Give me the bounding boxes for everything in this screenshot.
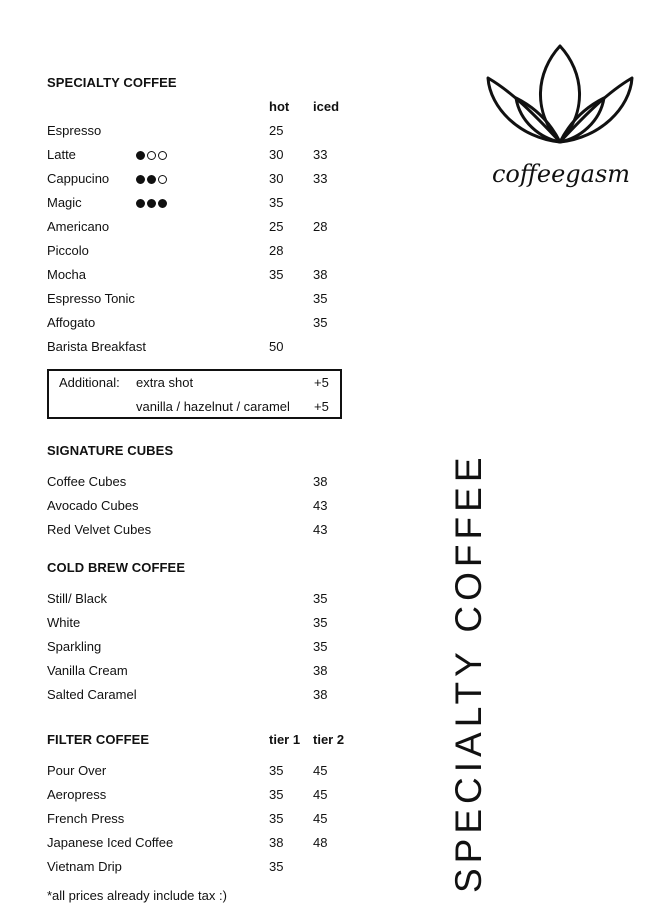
- item-name: Espresso Tonic: [47, 291, 135, 306]
- item-name: White: [47, 615, 81, 630]
- menu-row: [47, 614, 367, 632]
- section-heading-specialty: SPECIALTY COFFEE: [47, 75, 177, 90]
- item-name: Cappucino: [47, 171, 110, 186]
- section-heading-cubes: SIGNATURE CUBES: [47, 443, 174, 458]
- menu-row: [47, 314, 367, 332]
- item-name: Coffee Cubes: [47, 474, 127, 489]
- item-name: Avocado Cubes: [47, 498, 139, 513]
- brand-logo: [484, 42, 638, 212]
- item-name: Piccolo: [47, 243, 89, 258]
- item-name: Americano: [47, 219, 110, 234]
- item-name: Vanilla Cream: [47, 663, 128, 678]
- menu-row: [47, 218, 367, 236]
- menu-row: [47, 242, 367, 260]
- price-col1: 25: [269, 123, 284, 138]
- item-name: Pour Over: [47, 763, 107, 778]
- tax-footnote: *all prices already include tax :): [47, 888, 227, 903]
- filled-dot-icon: [147, 199, 156, 208]
- price-col1: 38: [269, 835, 284, 850]
- item-name: French Press: [47, 811, 125, 826]
- additional-label: Additional:: [59, 375, 120, 390]
- filled-dot-icon: [158, 199, 167, 208]
- price-col2: 38: [313, 687, 328, 702]
- column-header-hot: hot: [269, 99, 290, 114]
- strength-indicator: [136, 146, 167, 164]
- empty-dot-icon: [158, 175, 167, 184]
- item-name: Sparkling: [47, 639, 102, 654]
- item-name: Affogato: [47, 315, 96, 330]
- filled-dot-icon: [147, 175, 156, 184]
- item-name: Espresso: [47, 123, 102, 138]
- price-col2: 45: [313, 811, 328, 826]
- menu-row: [47, 762, 367, 780]
- column-header-tier2: tier 2: [313, 732, 345, 747]
- side-title: SPECIALTY COFFEE: [448, 452, 489, 893]
- price-col1: 30: [269, 147, 284, 162]
- price-col1: 30: [269, 171, 284, 186]
- strength-indicator: [136, 194, 167, 212]
- price-col1: 25: [269, 219, 284, 234]
- filled-dot-icon: [136, 151, 145, 160]
- menu-row: [47, 338, 367, 356]
- price-col1: 35: [269, 267, 284, 282]
- menu-row: [47, 194, 367, 212]
- price-col2: 43: [313, 522, 328, 537]
- item-name: Barista Breakfast: [47, 339, 146, 354]
- item-name: Vietnam Drip: [47, 859, 122, 874]
- price-col2: 45: [313, 763, 328, 778]
- menu-row: [47, 266, 367, 284]
- price-col2: 35: [313, 615, 328, 630]
- price-col2: 35: [313, 639, 328, 654]
- additional-price: +5: [314, 375, 329, 390]
- price-col2: 33: [313, 171, 328, 186]
- empty-dot-icon: [158, 151, 167, 160]
- additional-item: extra shot: [136, 375, 194, 390]
- leaf-icon: [484, 42, 638, 212]
- logo-text: coffeegasm: [491, 160, 631, 188]
- additional-item: vanilla / hazelnut / caramel: [136, 399, 290, 414]
- menu-row: [47, 810, 367, 828]
- menu-row: [47, 497, 367, 515]
- item-name: Mocha: [47, 267, 87, 282]
- menu-row: [47, 662, 367, 680]
- price-col2: 38: [313, 663, 328, 678]
- price-col1: 35: [269, 787, 284, 802]
- empty-dot-icon: [147, 151, 156, 160]
- price-col1: 28: [269, 243, 284, 258]
- column-header-iced: iced: [313, 99, 340, 114]
- menu-row: [47, 858, 367, 876]
- price-col2: 48: [313, 835, 328, 850]
- price-col2: 35: [313, 291, 328, 306]
- item-name: Aeropress: [47, 787, 107, 802]
- price-col1: 35: [269, 763, 284, 778]
- menu-row: [47, 146, 367, 164]
- item-name: Magic: [47, 195, 82, 210]
- menu-row: [47, 122, 367, 140]
- additional-price: +5: [314, 399, 329, 414]
- menu-row: [47, 521, 367, 539]
- item-name: Red Velvet Cubes: [47, 522, 152, 537]
- menu-row: [47, 590, 367, 608]
- menu-row: [47, 686, 367, 704]
- additional-box: [47, 369, 342, 419]
- price-col2: 33: [313, 147, 328, 162]
- menu-row: [47, 786, 367, 804]
- section-heading-filter: FILTER COFFEE: [47, 732, 150, 747]
- price-col1: 50: [269, 339, 284, 354]
- price-col1: 35: [269, 859, 284, 874]
- section-heading-coldbrew: COLD BREW COFFEE: [47, 560, 186, 575]
- menu-row: [47, 290, 367, 308]
- menu-row: [47, 638, 367, 656]
- filled-dot-icon: [136, 175, 145, 184]
- price-col1: 35: [269, 195, 284, 210]
- item-name: Still/ Black: [47, 591, 107, 606]
- price-col2: 38: [313, 267, 328, 282]
- menu-row: [47, 834, 367, 852]
- price-col2: 35: [313, 315, 328, 330]
- price-col2: 38: [313, 474, 328, 489]
- item-name: Latte: [47, 147, 76, 162]
- strength-indicator: [136, 170, 167, 188]
- price-col2: 45: [313, 787, 328, 802]
- price-col2: 28: [313, 219, 328, 234]
- menu-row: [47, 473, 367, 491]
- price-col2: 43: [313, 498, 328, 513]
- menu-row: [47, 170, 367, 188]
- price-col1: 35: [269, 811, 284, 826]
- filled-dot-icon: [136, 199, 145, 208]
- price-col2: 35: [313, 591, 328, 606]
- column-header-tier1: tier 1: [269, 732, 301, 747]
- item-name: Japanese Iced Coffee: [47, 835, 174, 850]
- item-name: Salted Caramel: [47, 687, 137, 702]
